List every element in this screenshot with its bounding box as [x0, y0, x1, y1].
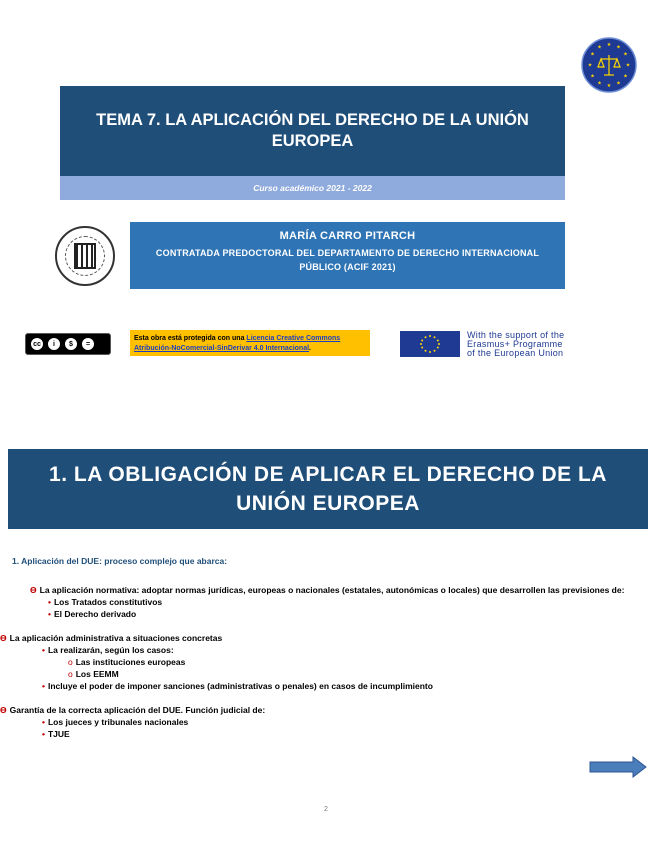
section-administrativa	[0, 632, 642, 644]
sub-list-item-text: Los EEMM	[75, 669, 119, 679]
list-item: • Incluye el poder de imponer sanciones (administrativas o penales) en casos de incumplimiento	[42, 681, 433, 691]
svg-text:★: ★	[623, 73, 628, 80]
svg-text:★: ★	[590, 73, 595, 80]
list-item-text: Los Tratados constitutivos	[53, 597, 163, 607]
right-arrow-icon[interactable]	[589, 756, 647, 778]
slide1-title-banner	[60, 86, 565, 176]
author-name: MARÍA CARRO PITARCH	[279, 230, 416, 242]
list-item-text: Los jueces y tribunales nacionales	[47, 717, 189, 727]
creative-commons-icon: cc i $ =	[25, 333, 111, 355]
erasmus-line-2: Erasmus+ Programme	[467, 339, 563, 349]
svg-text:★: ★	[587, 62, 593, 69]
section-administrativa-text: La aplicación administrativa a situaciones concretas	[9, 633, 223, 643]
author-banner	[130, 222, 565, 289]
sub-list-item-text: Las instituciones europeas	[75, 657, 186, 667]
section-normativa	[30, 584, 642, 596]
list-item: • TJUE	[42, 729, 70, 739]
course-banner	[60, 176, 565, 200]
section-judicial	[0, 704, 642, 716]
list-item-text: El Derecho derivado	[53, 609, 137, 619]
svg-text:★: ★	[597, 80, 602, 87]
university-seal-icon	[55, 226, 115, 286]
license-notice	[130, 330, 370, 356]
page-number: 2	[324, 806, 328, 813]
eu-flag-icon	[400, 331, 460, 357]
license-prefix: Esta obra está protegida con una	[134, 335, 247, 342]
svg-text:★: ★	[616, 44, 621, 51]
erasmus-line-1: With the support of the	[467, 330, 565, 340]
svg-text:★: ★	[597, 44, 602, 51]
slide2-content	[0, 584, 642, 740]
list-item: • Los Tratados constitutivos	[48, 597, 163, 607]
svg-text:★: ★	[616, 80, 621, 87]
svg-text:★: ★	[623, 51, 628, 58]
course-label: Curso académico 2021 - 2022	[253, 183, 372, 193]
slide2-title: 1. LA OBLIGACIÓN DE APLICAR EL DERECHO DE LA UNIÓN EUROPEA	[49, 463, 607, 515]
svg-text:★: ★	[606, 83, 612, 89]
erasmus-line-3: of the European Union	[467, 348, 564, 358]
list-item: • La realizarán, según los casos:	[42, 645, 174, 655]
svg-text:★: ★	[606, 42, 612, 48]
list-item-text: TJUE	[47, 729, 70, 739]
license-suffix: .	[309, 344, 311, 352]
eu-justice-seal-icon	[581, 37, 637, 93]
section-marker: Ɵ	[30, 585, 37, 595]
slide1-title: TEMA 7. LA APLICACIÓN DEL DERECHO DE LA UNIÓN EUROPEA	[96, 111, 529, 150]
list-item-text: Incluye el poder de imponer sanciones (administrativas o penales) en casos de incumplimiento	[47, 681, 433, 691]
svg-text:★: ★	[590, 51, 595, 58]
slide2-subheading: 1. Aplicación del DUE: proceso complejo que abarca:	[12, 556, 228, 566]
sub-list-item: o Las instituciones europeas	[68, 657, 186, 667]
list-item: • El Derecho derivado	[48, 609, 137, 619]
svg-text:★: ★	[625, 62, 631, 69]
section-judicial-text: Garantía de la correcta aplicación del DUE. Función judicial de:	[9, 705, 266, 715]
section-normativa-text: La aplicación normativa: adoptar normas jurídicas, europeas o nacionales (estatales, autonómicas o locales) que desarrollen las previsiones de:	[39, 585, 625, 595]
erasmus-support-text	[467, 331, 564, 358]
license-link[interactable]: Licencia Creative Commons Atribución-NoComercial-SinDerivar 4.0 Internacional	[134, 335, 341, 352]
slide2-title-banner	[8, 449, 648, 529]
section-marker: Ɵ	[0, 705, 7, 715]
list-item-text: La realizarán, según los casos:	[47, 645, 174, 655]
sub-list-item: o Los EEMM	[68, 669, 119, 679]
author-role: CONTRATADA PREDOCTORAL DEL DEPARTAMENTO DE DERECHO INTERNACIONAL PÚBLICO (ACIF 2021)	[155, 248, 540, 272]
list-item: • Los jueces y tribunales nacionales	[42, 717, 189, 727]
section-marker: Ɵ	[0, 633, 7, 643]
